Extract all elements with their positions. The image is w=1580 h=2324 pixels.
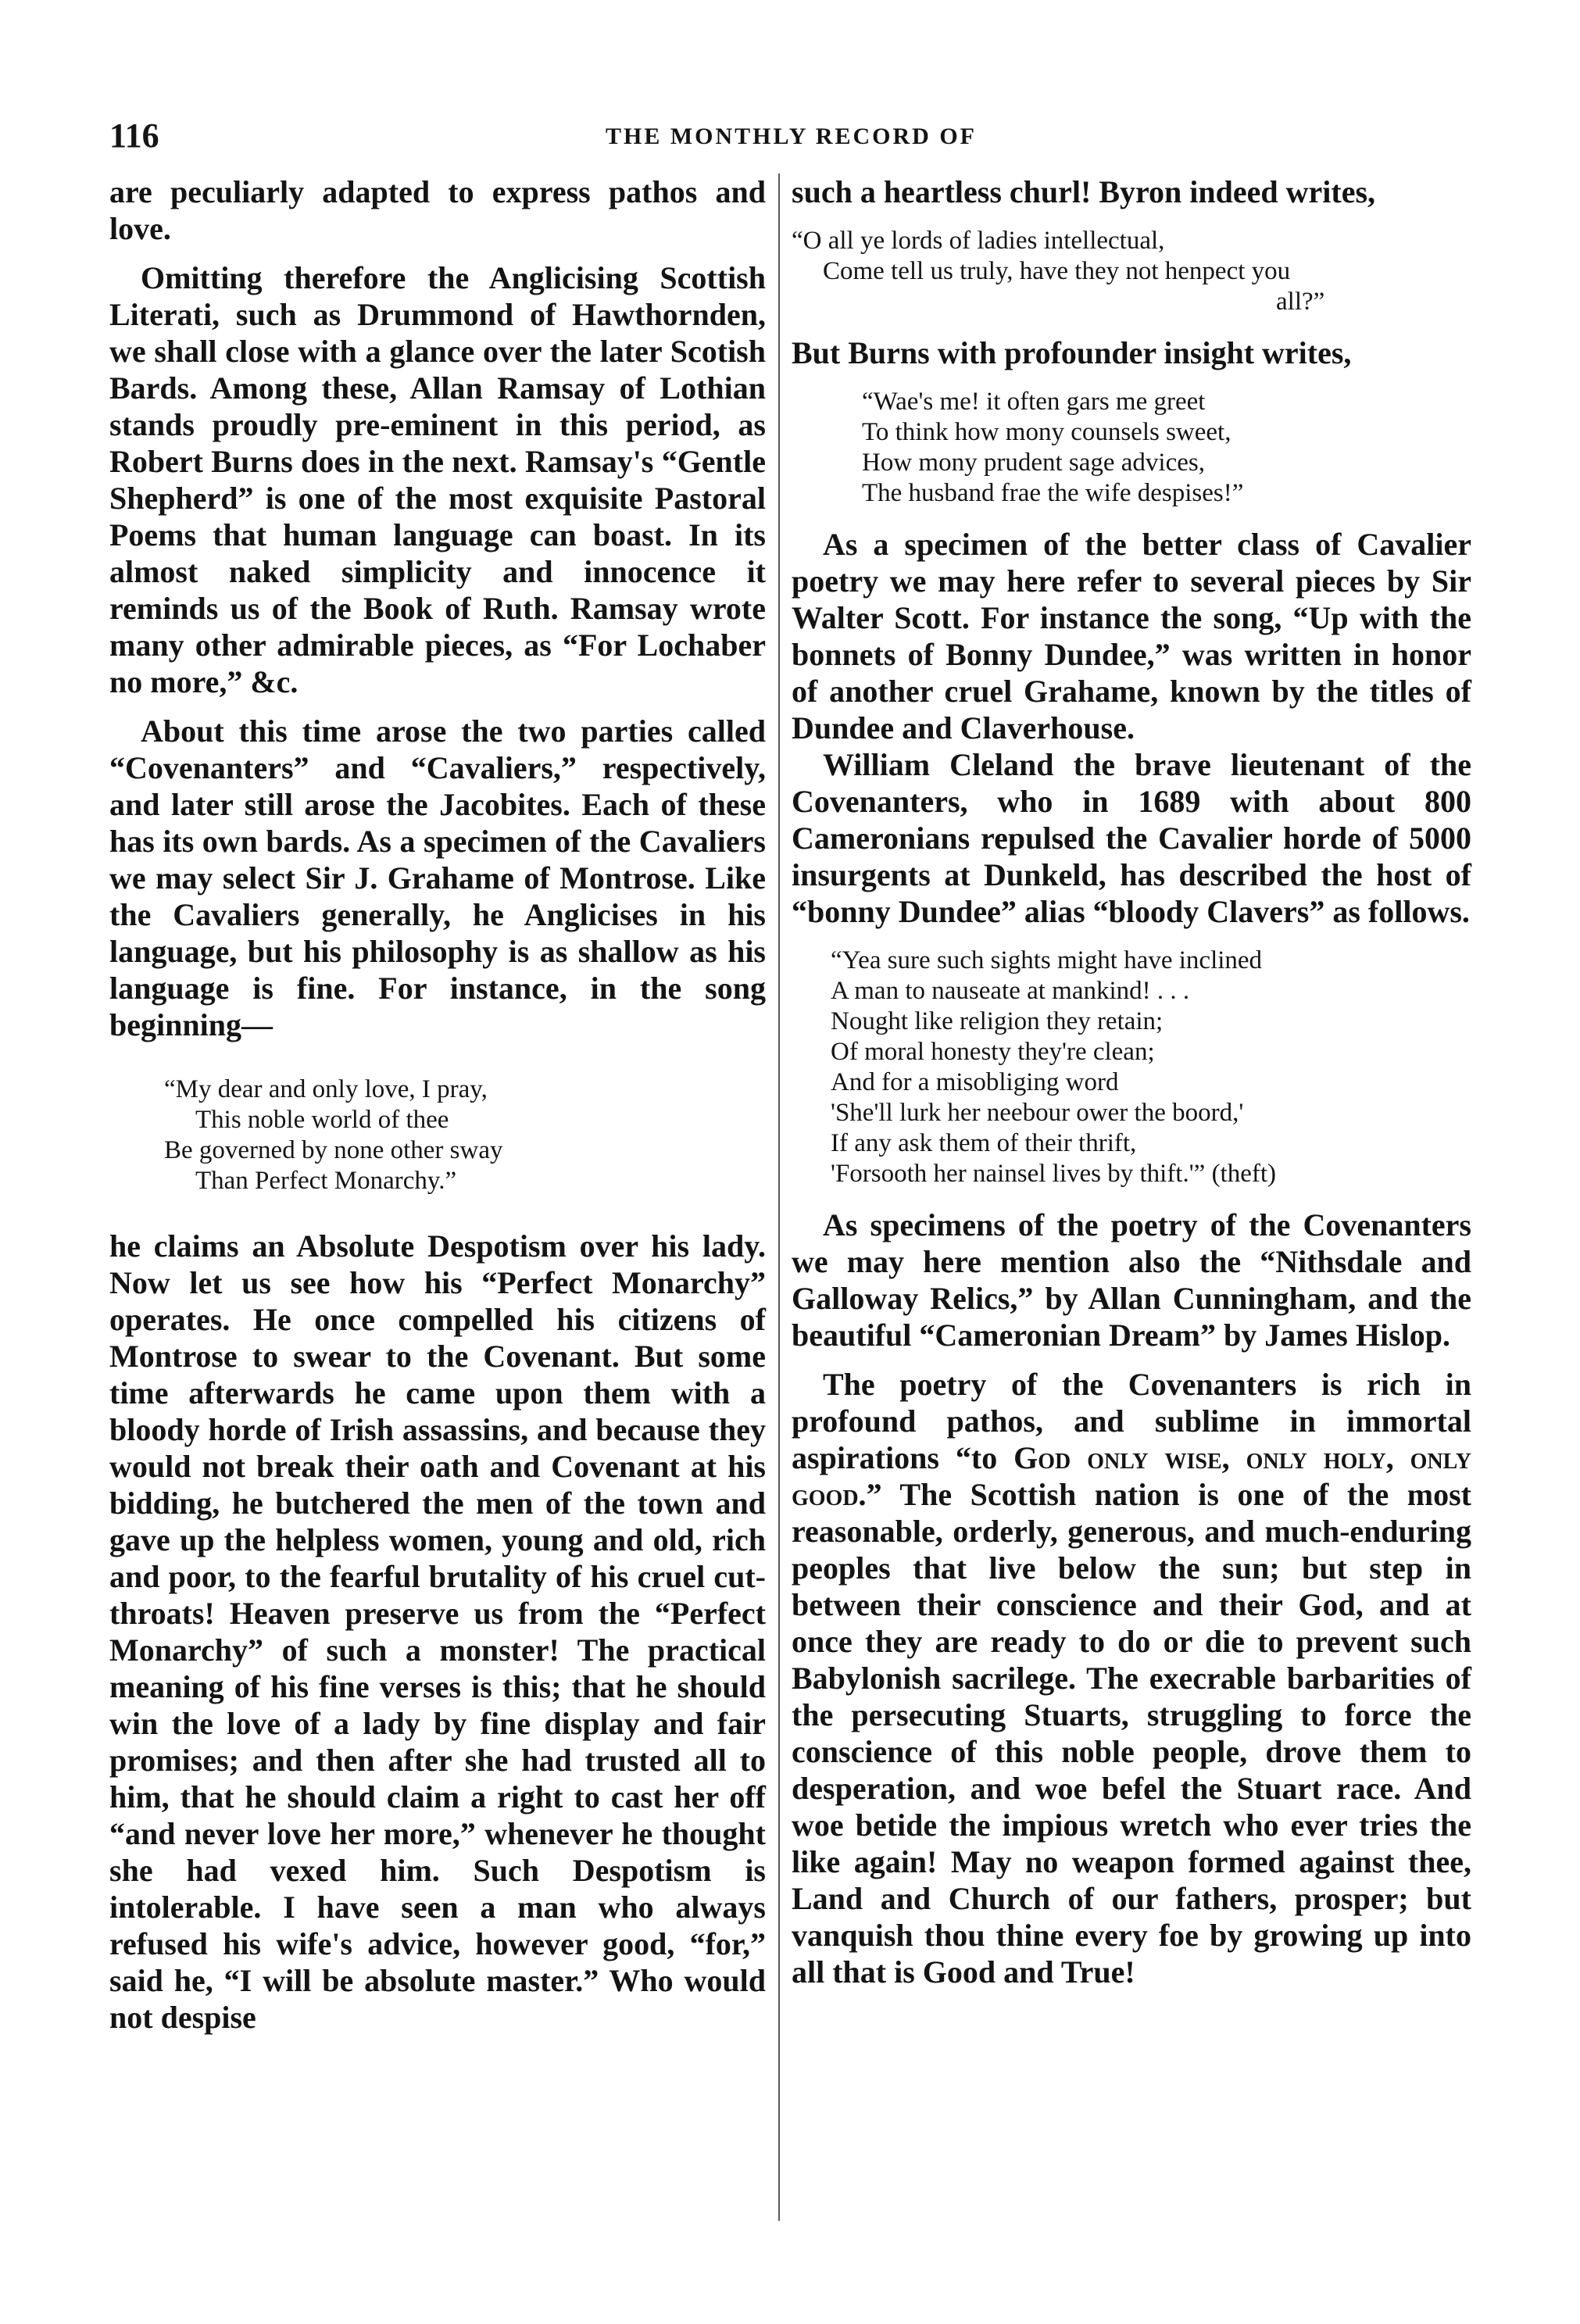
paragraph: such a heartless churl! Byron indeed writes, [792, 174, 1376, 209]
page-number: 116 [109, 116, 159, 155]
paragraph-text: The poetry of the Covenanters is rich in profound pathos, and sublime in immortal aspirations “to [792, 1367, 1471, 1475]
verse-line: Than Perfect Monarchy.” [195, 1167, 457, 1195]
verse-line: Be governed by none other sway [164, 1136, 503, 1164]
verse-line: Come tell us truly, have they not henpect you [823, 257, 1291, 285]
left-column [109, 173, 766, 2036]
verse-line: Of moral honesty they're clean; [831, 1038, 1155, 1066]
column-divider [778, 173, 780, 2221]
verse-line: “Yea sure such sights might have inclined [831, 946, 1263, 974]
verse-line: “My dear and only love, I pray, [164, 1075, 488, 1103]
verse-line: And for a misobliging word [831, 1068, 1119, 1096]
verse-line: “Wae's me! it often gars me greet [862, 388, 1206, 416]
paragraph [792, 1366, 1471, 1990]
running-head: THE MONTHLY RECORD OF [606, 123, 977, 149]
paragraph: he claims an Absolute Despotism over his lady. Now let us see how his “Perfect Monarchy” operates. He once compelled his citizens of Montrose to swear to the Covenant. But some time afterwards he came upon them with a bloody horde of Irish assassins, and because they would not break their oath and Covenant at his bidding, he butchered the men of the town and gave up the helpless women, young and old, rich and poor, to the fearful brutality of his cruel cut-throats! Heaven preserve us from the “Perfect Monarchy” of such a monster! The practical meaning of his fine verses is this; that he should win the love of a lady by fine display and fair promises; and then after she had trusted all to him, that he should claim a right to cast her off “and never love her more,” whenever he thought she had vexed him. Such Despotism is intolerable. I have seen a man who always refused his wife's advice, however good, “for,” said he, “I will be absolute master.” Who would not despise [109, 1228, 766, 2035]
verse-quote [792, 226, 1471, 317]
paragraph: As specimens of the poetry of the Covenanters we may here mention also the “Nithsdale and Galloway Relics,” by Allan Cunningham, and the beautiful “Cameronian Dream” by James Hislop. [792, 1207, 1471, 1353]
verse-line: A man to nauseate at mankind! . . . [831, 977, 1190, 1005]
paragraph: Omitting therefore the Anglicising Scottish Literati, such as Drummond of Hawthornden, we shall close with a glance over the later Scotish Bards. Among these, Allan Ramsay of Lothian stands proudly pre-eminent in this period, as Robert Burns does in the next. Ramsay's “Gentle Shepherd” is one of the most exquisite Pastoral Poems that human language can boast. In its almost naked simplicity and innocence it reminds us of the Book of Ruth. Ramsay wrote many other admirable pieces, as “For Lochaber no more,” &c. [109, 260, 766, 699]
paragraph-text: ” The Scottish nation is one of the most reasonable, orderly, generous, and much-enduring peoples that live below the sun; but step in between their conscience and their God, and at once they are ready to do or die to prevent such Babylonish sacrilege. The execrable barbarities of the persecuting Stuarts, struggling to force the conscience of this noble people, drove them to desperation, and woe befel the Stuart race. And woe betide the impious wretch who ever tries the like again! May no weapon formed against thee, Land and Church of our fathers, prosper; but vanquish thou thine every foe by growing up into all that is Good and True! [792, 1477, 1471, 1990]
paragraph: But Burns with profounder insight writes, [792, 335, 1352, 370]
verse-line: The husband frae the wife despises!” [862, 479, 1244, 507]
paragraph: are peculiarly adapted to express pathos and love. [109, 174, 766, 246]
page-header [109, 116, 1473, 155]
verse-line: How mony prudent sage advices, [862, 449, 1205, 477]
verse-line: “O all ye lords of ladies intellectual, [792, 227, 1165, 255]
paragraph: As a specimen of the better class of Cavalier poetry we may here refer to several pieces by Sir Walter Scott. For instance the song, “Up with the bonnets of Bonny Dundee,” was written in honor of another cruel Grahame, known by the titles of Dundee and Claverhouse. [792, 527, 1471, 745]
verse-line: This noble world of thee [195, 1106, 449, 1134]
verse-quote [164, 1074, 766, 1196]
verse-line: To think how mony counsels sweet, [862, 418, 1231, 446]
small-caps-text: God only wise, only holy, only good. [792, 1440, 1471, 1512]
verse-line: 'She'll lurk her neebour ower the boord,' [831, 1099, 1244, 1127]
right-column [792, 173, 1471, 1990]
verse-line: If any ask them of their thrift, [831, 1129, 1137, 1157]
verse-quote [862, 387, 1471, 509]
verse-quote [831, 946, 1471, 1189]
verse-line: Nought like religion they retain; [831, 1007, 1164, 1035]
paragraph: About this time arose the two parties called “Covenanters” and “Cavaliers,” respectively, and later still arose the Jacobites. Each of these has its own bards. As a specimen of the Cavaliers we may select Sir J. Grahame of Montrose. Like the Cavaliers generally, he Anglicises in his language, but his philosophy is as shallow as his language is fine. For instance, in the song beginning— [109, 713, 766, 1042]
verse-line: all?” [1276, 288, 1325, 316]
paragraph: William Cleland the brave lieutenant of the Covenanters, who in 1689 with about 800 Cameronians repulsed the Cavalier horde of 5000 insurgents at Dunkeld, has described the host of “bonny Dundee” alias “bloody Clavers” as follows. [792, 747, 1471, 929]
verse-line: 'Forsooth her nainsel lives by thift.'” (theft) [831, 1160, 1277, 1188]
